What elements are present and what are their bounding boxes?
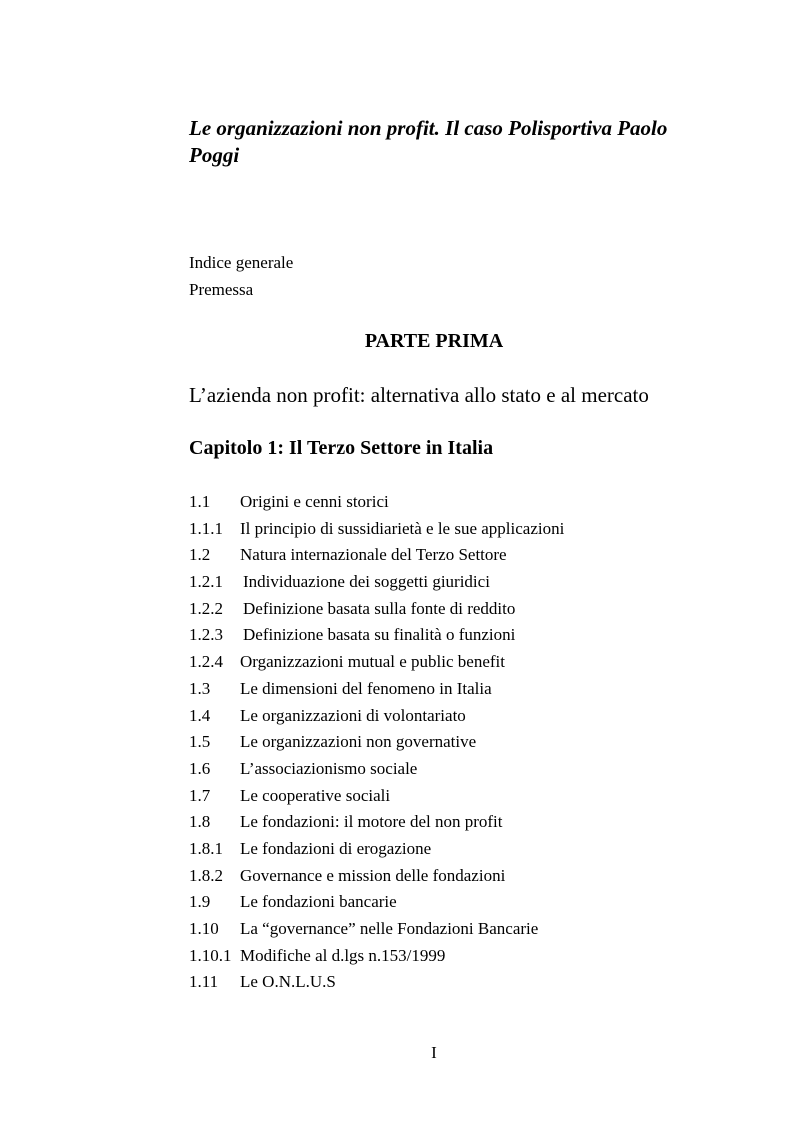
toc-text: Il principio di sussidiarietà e le sue applicazioni: [240, 518, 565, 538]
toc-number: 1.9: [189, 892, 211, 912]
toc-entry: [189, 970, 709, 997]
toc-text: Le cooperative sociali: [240, 785, 391, 805]
front-matter-premessa: Premessa: [189, 280, 254, 299]
part-heading: PARTE PRIMA: [364, 330, 504, 352]
toc-entry: [189, 650, 709, 677]
toc-entry: [189, 623, 709, 650]
toc-entry: [189, 944, 709, 971]
toc-number: 1.10: [189, 919, 219, 938]
toc-number: 1.8: [189, 812, 211, 832]
toc-text: Le fondazioni bancarie: [240, 892, 397, 912]
toc-text: Le fondazioni: il motore del non profit: [240, 812, 503, 832]
toc-number: 1.11: [189, 972, 219, 992]
toc-entry: [189, 570, 709, 597]
toc-number: 1.4: [189, 705, 211, 725]
front-matter-index: Indice generale: [189, 253, 294, 272]
toc-entry: [189, 864, 709, 891]
toc-entry: [189, 677, 709, 704]
toc-text: Individuazione dei soggetti giuridici: [243, 572, 490, 592]
toc-number: 1.10.1: [189, 945, 232, 965]
toc-entry: [189, 890, 709, 917]
toc-number: 1.2.4: [189, 652, 223, 672]
toc-text: Le organizzazioni non governative: [240, 732, 477, 752]
toc-entry: [189, 543, 709, 570]
toc-number: 1.2.3: [189, 625, 223, 645]
toc-entry: [189, 784, 709, 811]
toc-text: Governance e mission delle fondazioni: [240, 865, 506, 885]
toc-number: 1.2.2: [189, 598, 223, 618]
toc-number: 1.6: [189, 758, 211, 778]
toc-text: Modifiche al d.lgs n.153/1999: [240, 945, 446, 965]
table-of-contents: [189, 490, 709, 997]
toc-number: 1.2: [189, 545, 211, 565]
toc-entry: [189, 810, 709, 837]
toc-number: 1.8.1: [189, 838, 223, 858]
toc-text: Organizzazioni mutual e public benefit: [240, 652, 505, 672]
toc-number: 1.1.1: [189, 518, 223, 538]
document-title: Le organizzazioni non profit. Il caso Polisportiva Paolo Poggi: [189, 116, 668, 167]
toc-text: Le fondazioni di erogazione: [240, 838, 432, 858]
toc-number: 1.1: [189, 492, 211, 511]
toc-number: 1.8.2: [189, 865, 223, 885]
toc-text: Definizione basata sulla fonte di reddito: [243, 598, 516, 618]
part-subtitle: L’azienda non profit: alternativa allo stato e al mercato: [189, 383, 649, 407]
chapter-heading: Capitolo 1: Il Terzo Settore in Italia: [189, 437, 494, 459]
toc-number: 1.5: [189, 732, 211, 752]
toc-entry: [189, 837, 709, 864]
toc-text: Natura internazionale del Terzo Settore: [240, 545, 507, 565]
toc-text: Le O.N.L.U.S: [240, 972, 336, 992]
page-number: I: [431, 1043, 437, 1062]
toc-entry: [189, 730, 709, 757]
toc-text: La “governance” nelle Fondazioni Bancarie: [240, 919, 539, 938]
toc-entry: [189, 757, 709, 784]
toc-number: 1.3: [189, 678, 211, 698]
toc-entry: [189, 597, 709, 624]
toc-entry: [189, 517, 709, 544]
toc-text: Le dimensioni del fenomeno in Italia: [240, 678, 492, 698]
toc-number: 1.2.1: [189, 572, 223, 592]
toc-text: L’associazionismo sociale: [240, 758, 418, 778]
toc-number: 1.7: [189, 785, 211, 805]
toc-entry: [189, 490, 709, 517]
toc-text: Origini e cenni storici: [240, 492, 389, 511]
toc-entry: [189, 917, 709, 944]
toc-entry: [189, 704, 709, 731]
toc-text: Le organizzazioni di volontariato: [240, 705, 466, 725]
toc-text: Definizione basata su finalità o funzioni: [243, 625, 516, 645]
